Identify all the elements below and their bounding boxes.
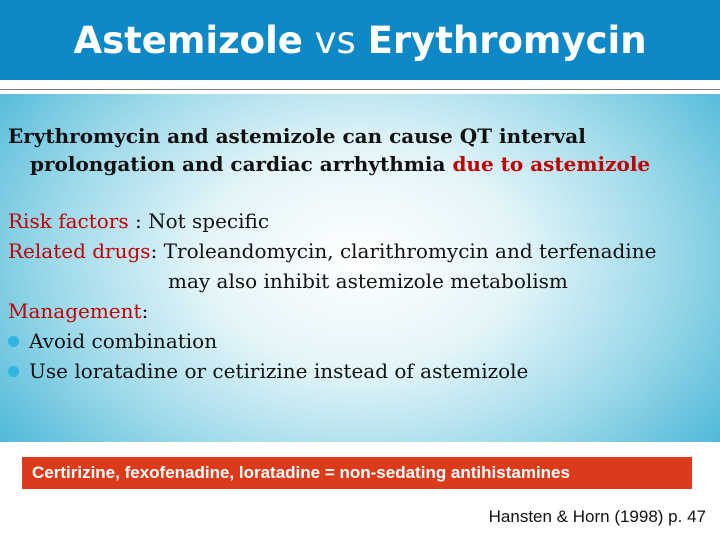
slide-title	[73, 19, 646, 62]
management-line	[8, 296, 708, 326]
intro-highlight-text: due to astemizole	[452, 152, 651, 176]
title-divider	[0, 80, 720, 94]
management-label: Management	[8, 299, 142, 323]
related-drugs-separator: :	[150, 239, 164, 263]
bullet-item	[8, 326, 708, 356]
related-drugs-line	[8, 236, 708, 266]
citation: Hansten & Horn (1998) p. 47	[488, 507, 706, 526]
bullet-text: Use loratadine or cetirizine instead of astemizole	[29, 359, 529, 383]
risk-factors-separator: :	[128, 209, 149, 233]
title-part-2: Erythromycin	[367, 18, 647, 62]
title-part-1: Astemizole	[73, 18, 303, 62]
highlight-banner: Certirizine, fexofenadine, loratadine = non-sedating antihistamines	[22, 457, 692, 489]
bullet-icon	[8, 336, 19, 347]
divider-line	[0, 89, 720, 90]
bullet-icon	[8, 366, 19, 377]
risk-factors-value: Not specific	[148, 209, 270, 233]
title-bar	[0, 0, 720, 80]
intro-line-1: Erythromycin and astemizole can cause QT interval	[8, 124, 586, 148]
intro-paragraph	[8, 122, 708, 178]
bullet-item	[8, 356, 708, 386]
slide-body	[8, 122, 708, 386]
risk-factors-line	[8, 206, 708, 236]
risk-factors-label: Risk factors	[8, 209, 129, 233]
title-vs: vs	[314, 18, 356, 62]
intro-line-2	[8, 152, 650, 176]
bullet-text: Avoid combination	[29, 329, 218, 353]
management-separator: :	[141, 299, 149, 323]
related-drugs-value: Troleandomycin, clarithromycin and terfenadine	[163, 239, 657, 263]
related-drugs-continuation: may also inhibit astemizole metabolism	[168, 269, 568, 293]
intro-line-2-text: prolongation and cardiac arrhythmia	[30, 152, 446, 176]
related-drugs-label: Related drugs	[8, 239, 151, 263]
